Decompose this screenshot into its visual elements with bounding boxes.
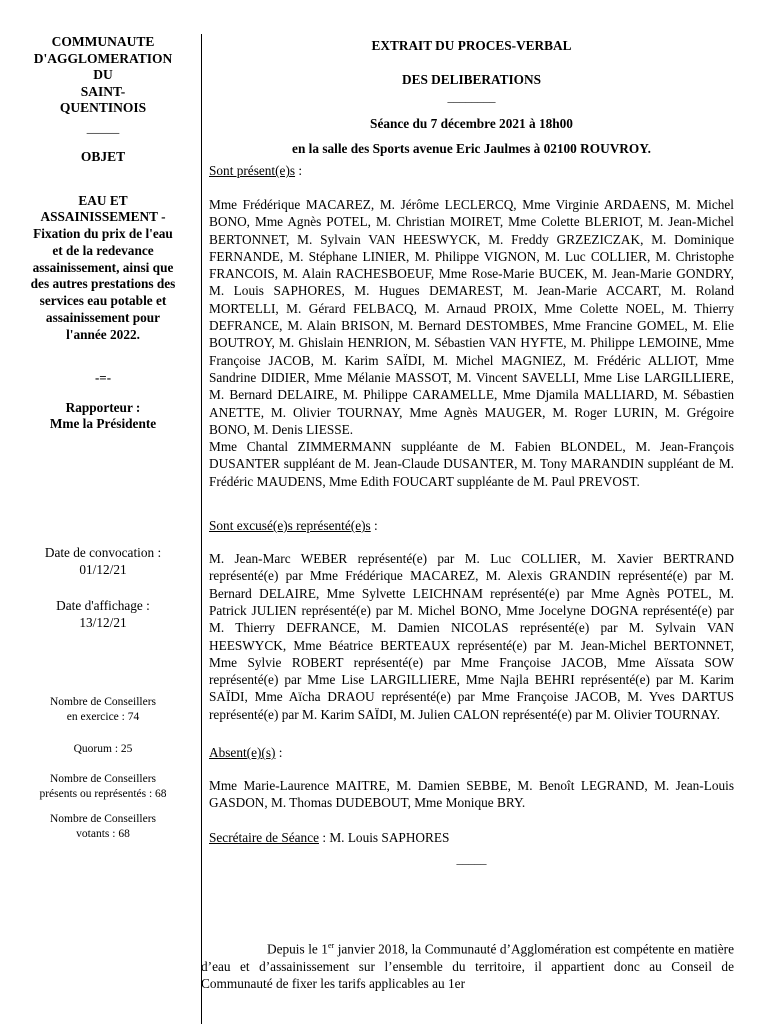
absents-suffix: : [275, 745, 283, 761]
left-column [18, 34, 188, 842]
subject-line: EAU ET [78, 192, 128, 208]
votants-value: votants : 68 [76, 828, 130, 841]
subject-line: assainissement, ainsi que [32, 259, 174, 275]
convocation-date [18, 545, 188, 578]
subject-line: l'année 2022. [66, 326, 140, 342]
objet-label: OBJET [80, 148, 126, 164]
intro-text-after: janvier 2018, la Communauté d’Agglomération est compétente en matière d’eau et d’assainissement sur l’ensemble du territoire, il appartient donc au Conseil de Communauté de fixer les tarifs applicables au 1er [201, 941, 734, 992]
conseillers-votants [18, 812, 188, 842]
org-line: SAINT- [80, 83, 126, 99]
presents-list: Mme Frédérique MACAREZ, M. Jérôme LECLERCQ, Mme Virginie ARDAENS, M. Michel BONO, Mme Agnès POTEL, M. Christian MOIRET, Mme Colette BLERIOT, M. Jean-Michel BERTONNET, M. Sylvain VAN HEESWYCK, M. Freddy GRZEZICZAK, M. Dominique FERNANDE, M. Stéphane LINIER, M. Philippe VIGNON, M. Luc COLLIER, M. Christophe FRANCOIS, M. Alain RACHESBOEUF, Mme Rose-Marie BUCEK, M. Jean-Marie GONDRY, M. Louis SAPHORES, M. Hugues DEMAREST, M. Jean-Marie ACCART, M. Roland MORTELLI, M. Gérard FELBACQ, M. Arnaud PROIX, Mme Colette NOEL, M. Thierry DEFRANCE, M. Alain BRISON, M. Bernard DESTOMBES, Mme Francine GOMEL, M. Elie BOUTROY, M. Ghislain HENRION, M. Sébastien VAN HYFTE, M. Philippe LEMOINE, Mme Françoise JACOB, M. Karim SAÏDI, M. Michel MAGNIEZ, M. Frédéric ALLIOT, Mme Sandrine DIDIER, Mme Mélanie MASSOT, M. Vincent SAVELLI, Mme Lise LARGILLIERE, M. Bernard DELAIRE, M. Philippe CARAMELLE, Mme Djamila MALLIARD, M. Sébastien ANETTE, M. Olivier TOURNAY, Mme Agnès MAUGER, M. Roger LURIN, M. Grégoire BONO, M. Denis LIESSE. [209, 197, 734, 437]
document-title: EXTRAIT DU PROCES-VERBAL [371, 38, 572, 53]
subject-line: assainissement pour [45, 310, 161, 326]
excuses-heading [209, 518, 734, 534]
body-rule: _____ [456, 851, 487, 866]
presents-suffix: : [295, 163, 303, 178]
subject-line: Fixation du prix de l'eau [33, 226, 173, 242]
intro-text-before: Depuis le 1 [267, 941, 328, 957]
secretaire-line [209, 830, 734, 846]
absents-heading [209, 745, 734, 761]
secretaire-value: : M. Louis SAPHORES [319, 829, 450, 845]
convocation-label: Date de convocation : [44, 545, 162, 561]
header-rule: ________ [447, 90, 496, 104]
org-rule: _____ [86, 119, 120, 135]
convocation-value: 01/12/21 [79, 561, 127, 577]
excuses-list: M. Jean-Marc WEBER représenté(e) par M. Luc COLLIER, M. Xavier BERTRAND représenté(e) par Mme Frédérique MACAREZ, M. Alexis GRANDIN représenté(e) par M. Bernard DELAIRE, Mme Sylvette LEICHNAM représenté(e) par Mme Agnès POTEL, M. Patrick JULIEN représenté(e) par M. Michel BONO, Mme Jocelyne DOGNA représenté(e) par M. Thierry DEFRANCE, M. Damien NICOLAS représenté(e) par M. Sylvain VAN HEESWYCK, Mme Béatrice BERTEAUX représenté(e) par M. Jean-Michel BERTONNET, Mme Sylvie ROBERT représenté(e) par Mme Françoise JACOB, Mme Aïssata SOW représenté(e) par Mme Lise LARGILLIERE, Mme Najla BEHRI représenté(e) par M. Karim SAÏDI, Mme Aïcha DRAOU représenté(e) par Mme Françoise JACOB, M. Yves DARTUS représenté(e) par M. Karim SAÏDI, M. Julien CALON représenté(e) par M. Olivier TOURNAY. [209, 551, 734, 722]
right-column [209, 34, 734, 867]
rapporteur-name: Mme la Présidente [49, 416, 157, 432]
subject-line: des autres prestations des [30, 276, 176, 292]
affichage-label: Date d'affichage : [56, 598, 150, 614]
conseillers-presents [18, 772, 188, 802]
exercice-label: Nombre de Conseillers [49, 696, 157, 709]
document-subtitle: DES DELIBERATIONS [401, 72, 542, 87]
subject [18, 193, 188, 344]
separator: -=- [94, 369, 112, 385]
org-line: DU [93, 67, 113, 82]
org-line: D'AGGLOMERATION [33, 50, 173, 66]
absents-label: Absent(e)(s) [209, 745, 276, 761]
presents-heading [209, 163, 734, 179]
conseillers-exercice [18, 695, 188, 725]
votants-label: Nombre de Conseillers [49, 813, 157, 826]
seance-location: en la salle des Sports avenue Eric Jaulmes à 02100 ROUVROY. [292, 141, 651, 156]
org-line: QUENTINOIS [59, 100, 147, 115]
secretaire-label: Secrétaire de Séance [209, 829, 319, 845]
organization-name [18, 34, 188, 117]
quorum: Quorum : 25 [73, 743, 133, 756]
rapporteur-label: Rapporteur : [65, 399, 141, 415]
affichage-date [18, 598, 188, 631]
seance-date: Séance du 7 décembre 2021 à 18h00 [370, 116, 573, 131]
excuses-label: Sont excusé(e)s représenté(e)s [209, 518, 371, 534]
presents-label: Nombre de Conseillers [49, 773, 157, 786]
subject-line: ASSAINISSEMENT - [40, 209, 166, 225]
absents-list: Mme Marie-Laurence MAITRE, M. Damien SEBBE, M. Benoît LEGRAND, M. Jean-Louis GASDON, M. Thomas DUDEBOUT, Mme Monique BRY. [209, 778, 734, 811]
exercice-value: en exercice : 74 [66, 711, 140, 724]
rapporteur [18, 400, 188, 434]
affichage-value: 13/12/21 [79, 614, 127, 630]
column-divider [201, 34, 202, 1024]
presents-value: présents ou représentés : 68 [39, 788, 167, 801]
excuses-suffix: : [370, 518, 378, 534]
org-line: COMMUNAUTE [51, 34, 155, 49]
subject-line: services eau potable et [39, 293, 167, 309]
intro-superscript: er [327, 941, 335, 950]
subject-line: et de la redevance [52, 242, 154, 258]
intro-paragraph [201, 937, 734, 992]
suppleants-list: Mme Chantal ZIMMERMANN suppléante de M. Fabien BLONDEL, M. Jean-François DUSANTER suppléant de M. Jean-Claude DUSANTER, M. Tony MARANDIN suppléant de M. Frédéric MAUDENS, Mme Edith FOUCART suppléante de M. Paul PREVOST. [209, 439, 734, 489]
presents-label: Sont présent(e)s [209, 163, 296, 178]
